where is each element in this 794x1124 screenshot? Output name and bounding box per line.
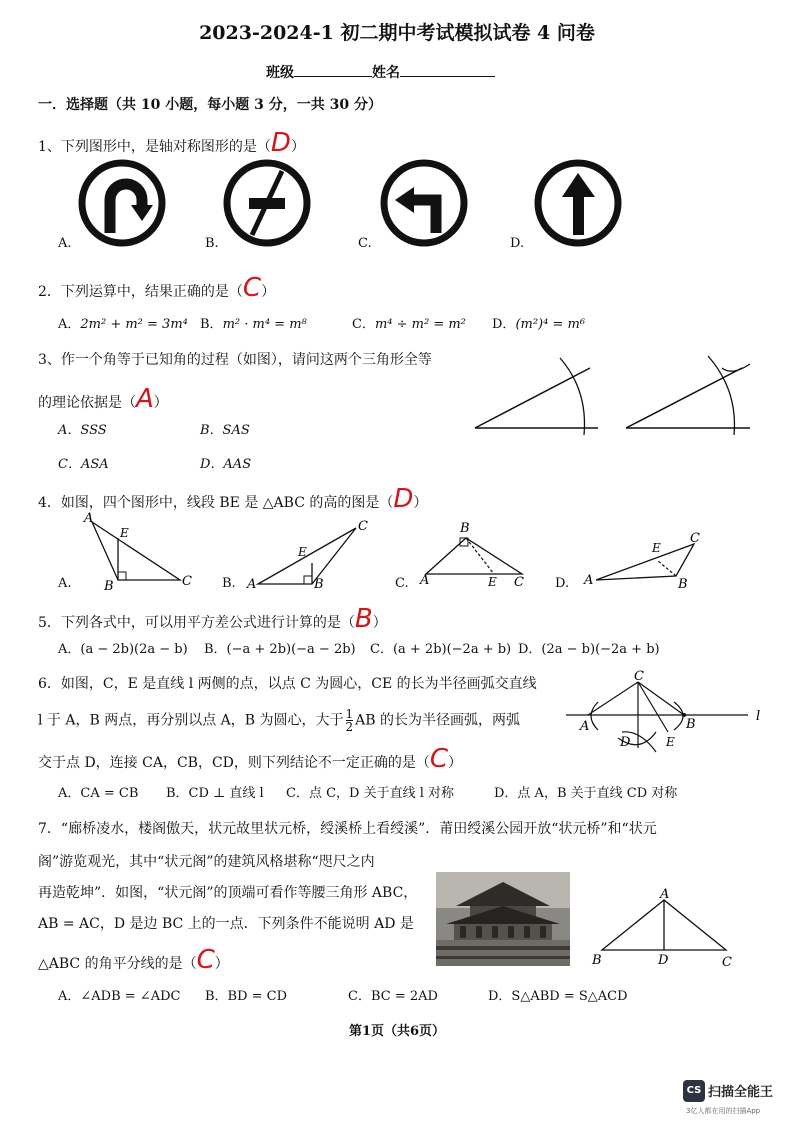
svg-text:B: B (460, 521, 470, 536)
svg-text:D: D (620, 735, 631, 750)
svg-text:D: D (658, 953, 669, 968)
q6-line3-text: 交于点 D，连接 CA，CB，CD，则下列结论不一定正确的是（ (38, 755, 430, 771)
q7-line1: 7．“廊桥凌水，楼阁傲天，状元故里状元桥，绶溪桥上看绶溪”．莆田绶溪公园开放“状元桥”和“状元 (38, 821, 657, 837)
q3-stem-line2 (38, 384, 168, 414)
q6-option-d: D．点 A，B 关于直线 CD 对称 (494, 786, 678, 801)
q5-close: ） (372, 615, 387, 631)
q6-option-a: A．CA = CB (58, 786, 139, 801)
q5-option-a: A．(a − 2b)(2a − b) (58, 642, 188, 657)
q7-answer: C (196, 945, 215, 975)
straight-ahead-sign-icon (538, 163, 618, 243)
q3-option-d: D．AAS (200, 457, 252, 472)
svg-text:A: A (660, 888, 670, 902)
q4-stem-text: 4．如图，四个图形中，线段 BE 是 △ABC 的高的图是（ (38, 495, 394, 511)
svg-text:B: B (314, 577, 324, 592)
q5-answer: B (354, 604, 373, 634)
q6-answer: C (429, 744, 449, 774)
q2-a-text: 2m² + m² = 3m⁴ (80, 317, 188, 332)
q1-option-b: B. (205, 236, 219, 251)
q6-line1: 6．如图，C，E 是直线 l 两侧的点，以点 C 为圆心，CE 的长为半径画弧交直线 (38, 676, 537, 692)
page-title: 2023-2024-1 初二期中考试模拟试卷 4 问卷 (199, 22, 595, 44)
q2-answer: C (242, 273, 262, 303)
camscanner-logo: CS (683, 1080, 705, 1102)
q1-stem (38, 128, 305, 158)
q7-line2: 阁”游览观光，其中“状元阁”的建筑风格堪称“咫尺之内 (38, 854, 375, 870)
q3-close: ） (153, 395, 168, 411)
svg-text:E: E (488, 575, 497, 589)
svg-text:C: C (690, 531, 700, 546)
q6-option-c: C．点 C，D 关于直线 l 对称 (286, 786, 455, 801)
q3-option-c: C．ASA (58, 457, 109, 472)
q1-option-d: D. (510, 236, 525, 251)
class-blank[interactable] (294, 62, 372, 77)
q3-angle-figure (460, 350, 760, 440)
q6-line3 (38, 744, 462, 774)
q2-option-c (352, 313, 466, 332)
q3-answer: A (136, 384, 154, 414)
svg-text:C: C (358, 519, 368, 534)
svg-text:E: E (666, 735, 675, 749)
q1-option-c: C. (358, 236, 372, 251)
svg-text:C: C (514, 575, 524, 590)
q1-figures (0, 155, 794, 255)
q7-line4: AB = AC，D 是边 BC 上的一点．下列条件不能说明 AD 是 (38, 916, 414, 932)
svg-text:B: B (686, 717, 696, 732)
q4-label-b: B. (222, 576, 236, 591)
svg-text:B: B (678, 577, 688, 592)
name-field (372, 62, 495, 82)
q3-stem2-text: 的理论依据是（ (38, 395, 136, 411)
q2-d-letter: D． (492, 317, 516, 332)
q7-line5-text: △ABC 的角平分线的是（ (38, 956, 197, 972)
q2-stem (38, 273, 275, 303)
q2-c-letter: C． (352, 317, 375, 332)
svg-text:A: A (247, 577, 257, 592)
svg-text:A: A (580, 719, 590, 734)
q1-close: ） (290, 139, 305, 155)
class-field (266, 62, 372, 82)
q4-label-a: A. (58, 576, 72, 591)
q4-figure-c (419, 521, 524, 590)
q6-line2b: AB 的长为半径画弧，两弧 (355, 712, 521, 729)
no-straight-sign-icon (227, 163, 307, 243)
svg-text:B: B (104, 579, 114, 594)
q2-c-text: m⁴ ÷ m² = m² (374, 317, 466, 332)
q7-line3: 再造乾坤”．如图，“状元阁”的顶端可看作等腰三角形 ABC， (38, 885, 418, 901)
q5-option-c: C．(a + 2b)(−2a + b) (370, 642, 512, 657)
q3-stem-line1: 3、作一个角等于已知角的过程（如图），请问这两个三角形全等 (38, 352, 432, 368)
pavilion-photo (436, 872, 570, 966)
q4-close: ） (413, 495, 428, 511)
q4-answer: D (393, 484, 414, 514)
left-turn-sign-icon (384, 163, 464, 243)
q2-b-text: m² · m⁴ = m⁸ (222, 317, 307, 332)
q4-figure-a (83, 511, 192, 594)
q2-a-letter: A． (58, 317, 81, 332)
q1-stem-text: 1、下列图形中，是轴对称图形的是（ (38, 139, 271, 155)
q1-answer: D (270, 128, 291, 158)
q2-close: ） (261, 284, 276, 300)
q4-label-d: D. (555, 576, 570, 591)
q7-option-d: D．S△ABD = S△ACD (488, 989, 628, 1004)
watermark-name: 扫描全能王 (708, 1085, 774, 1100)
q7-option-b: B．BD = CD (205, 989, 288, 1004)
svg-text:l: l (756, 709, 761, 724)
q1-option-a: A. (58, 236, 72, 251)
q7-option-c: C．BC = 2AD (348, 989, 438, 1004)
svg-text:A: A (584, 573, 594, 588)
class-label: 班级 (266, 65, 294, 81)
q4-figure-b (246, 519, 368, 592)
q5-stem-text: 5．下列各式中，可以用平方差公式进行计算的是（ (38, 615, 355, 631)
q3-option-a: A．SSS (58, 423, 107, 438)
svg-text:E: E (652, 541, 661, 555)
svg-text:B: B (592, 953, 602, 968)
q6-figure (560, 668, 770, 758)
q3-option-b: B．SAS (200, 423, 250, 438)
name-blank[interactable] (400, 62, 495, 77)
u-turn-sign-icon (82, 163, 162, 243)
svg-text:E: E (120, 526, 129, 540)
svg-text:A: A (84, 511, 94, 526)
q7-line5 (38, 945, 229, 975)
name-label: 姓名 (372, 65, 400, 81)
q4-figure-d (583, 531, 700, 592)
q6-option-b: B．CD ⊥ 直线 l (166, 786, 264, 801)
q6-frac-den: 2 (345, 720, 354, 734)
q6-line2 (38, 708, 520, 733)
q6-line2a: l 于 A，B 两点，再分别以点 A，B 为圆心，大于 (38, 712, 344, 729)
watermark-slogan: 3亿人都在用的扫描App (686, 1107, 761, 1115)
svg-text:E: E (298, 545, 307, 559)
q6-frac-num: 1 (345, 707, 354, 721)
page-footer: 第1页（共6页） (348, 1024, 446, 1039)
q2-b-letter: B． (200, 317, 223, 332)
q2-option-d (492, 313, 585, 332)
q6-close: ） (448, 755, 463, 771)
svg-text:C: C (182, 574, 192, 589)
q5-option-d: D．(2a − b)(−2a + b) (518, 642, 660, 657)
q2-option-b (200, 313, 307, 332)
q7-option-a: A．∠ADB = ∠ADC (58, 989, 181, 1004)
q7-close: ） (214, 956, 229, 972)
q4-label-c: C. (395, 576, 409, 591)
q5-option-b: B．(−a + 2b)(−a − 2b) (204, 642, 356, 657)
q5-stem (38, 604, 387, 634)
q7-triangle-figure (588, 888, 748, 972)
svg-text:C: C (722, 955, 732, 970)
q6-fraction (346, 708, 354, 733)
q2-stem-text: 2．下列运算中，结果正确的是（ (38, 284, 243, 300)
section-heading: 一．选择题（共 10 小题，每小题 3 分，一共 30 分） (38, 97, 382, 113)
svg-text:A: A (420, 573, 430, 588)
q2-d-text: (m²)⁴ = m⁶ (515, 317, 586, 332)
svg-text:C: C (634, 669, 644, 684)
q2-option-a (58, 313, 188, 332)
